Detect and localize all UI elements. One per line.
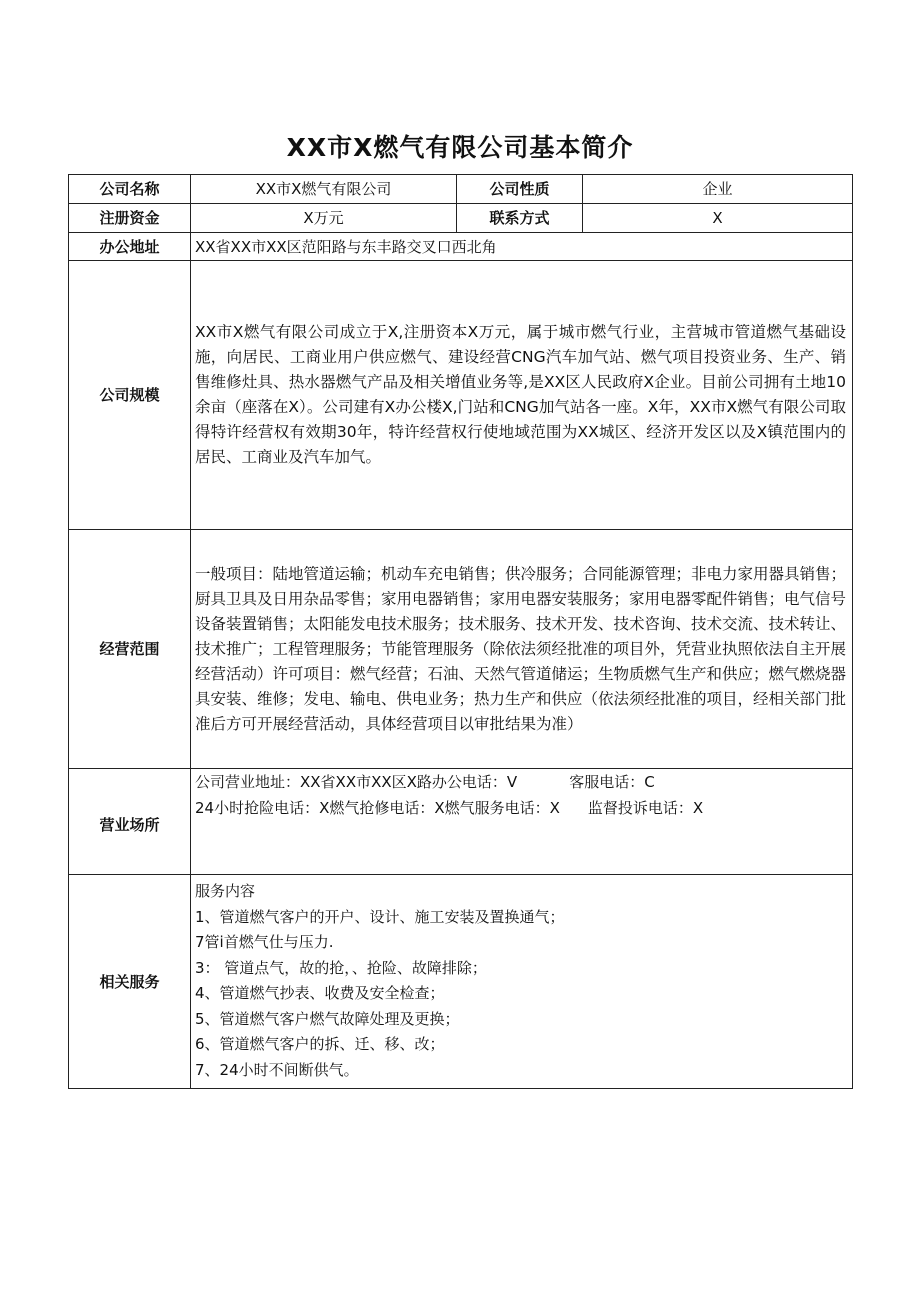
office-address-value: XX省XX市XX区范阳路与东丰路交叉口西北角 [191,233,853,261]
company-nature-label: 公司性质 [457,175,583,204]
business-scope-label: 经营范围 [69,530,191,769]
company-scale-label: 公司规模 [69,261,191,530]
row-name-nature [69,175,853,204]
services-cell [191,875,853,1089]
premises-line-2 [195,795,848,821]
premises-label: 营业场所 [69,769,191,875]
company-name-value: XX市X燃气有限公司 [191,175,457,204]
service-item: 7管i首燃气仕与压力. [195,933,334,951]
emergency-phones: 24小时抢险电话：X燃气抢修电话：X燃气服务电话：X [195,799,560,817]
service-item: 3： 管道点气，故的抢，、抢险、故障排除； [195,958,487,977]
company-scale-cell [191,261,853,530]
row-address [69,233,853,261]
service-item: 7、24小时不间断供气。 [195,1060,359,1079]
row-business-scope [69,530,853,769]
services-list [195,879,848,1083]
company-scale-text: XX市X燃气有限公司成立于X,注册资本X万元，属于城市燃气行业，主营城市管道燃气基础设施，向居民、工商业用户供应燃气、建设经营CNG汽车加气站、燃气项目投资业务、生产、销售维修灶具、热水器燃气产品及相关增值业务等,是XX区人民政府X企业。目前公司拥有土地10余亩（座落在X）。公司建有X办公楼X,门站和CNG加气站各一座。X年，XX市X燃气有限公司取得特许经营权有效期30年，特许经营权行使地域范围为XX城区、经济开发区以及X镇范围内的居民、工商业及汽车加气。 [195,323,846,466]
complaint-phone: 监督投诉电话：X [587,799,704,817]
business-scope-text: 一般项目：陆地管道运输；机动车充电销售；供冷服务；合同能源管理；非电力家用器具销售；厨具卫具及日用杂品零售；家用电器销售；家用电器安装服务；家用电器零配件销售；电气信号设备装置销售；太阳能发电技术服务；技术服务、技术开发、技术咨询、技术交流、技术转让、技术推广；工程管理服务；节能管理服务（除依法须经批准的项目外，凭营业执照依法自主开展经营活动）许可项目：燃气经营；石油、天然气管道储运；生物质燃气生产和供应；燃气燃烧器具安装、维修；发电、输电、供电业务；热力生产和供应（依法须经批准的项目，经相关部门批准后方可开展经营活动，具体经营项目以审批结果为准） [195,564,847,733]
premises-address: 公司营业地址：XX省XX市XX区X路办公电话：V [195,773,518,791]
service-item: 5、管道燃气客户燃气故障处理及更换； [195,1009,460,1028]
row-services [69,875,853,1089]
document-title: XX市X燃气有限公司基本简介 [286,133,634,162]
company-name-label: 公司名称 [69,175,191,204]
service-phone: 客服电话：C [569,773,655,791]
company-nature-value: 企业 [583,175,853,204]
service-item: 6、管道燃气客户的拆、迁、移、改； [195,1035,445,1053]
row-premises [69,769,853,875]
business-scope-cell [191,530,853,769]
registered-capital-label: 注册资金 [69,204,191,233]
services-heading: 服务内容 [195,882,256,900]
office-address-label: 办公地址 [69,233,191,261]
row-company-scale [69,261,853,530]
service-item: 4、管道燃气抄表、收费及安全检查； [195,984,445,1002]
contact-label: 联系方式 [457,204,583,233]
premises-line-1 [195,769,848,795]
service-item: 1、管道燃气客户的开户、设计、施工安装及置换通气； [195,907,565,926]
premises-cell [191,769,853,875]
row-capital-contact [69,204,853,233]
company-info-table [68,174,853,1089]
contact-value: X [583,204,853,233]
registered-capital-value: X万元 [191,204,457,233]
services-label: 相关服务 [69,875,191,1089]
